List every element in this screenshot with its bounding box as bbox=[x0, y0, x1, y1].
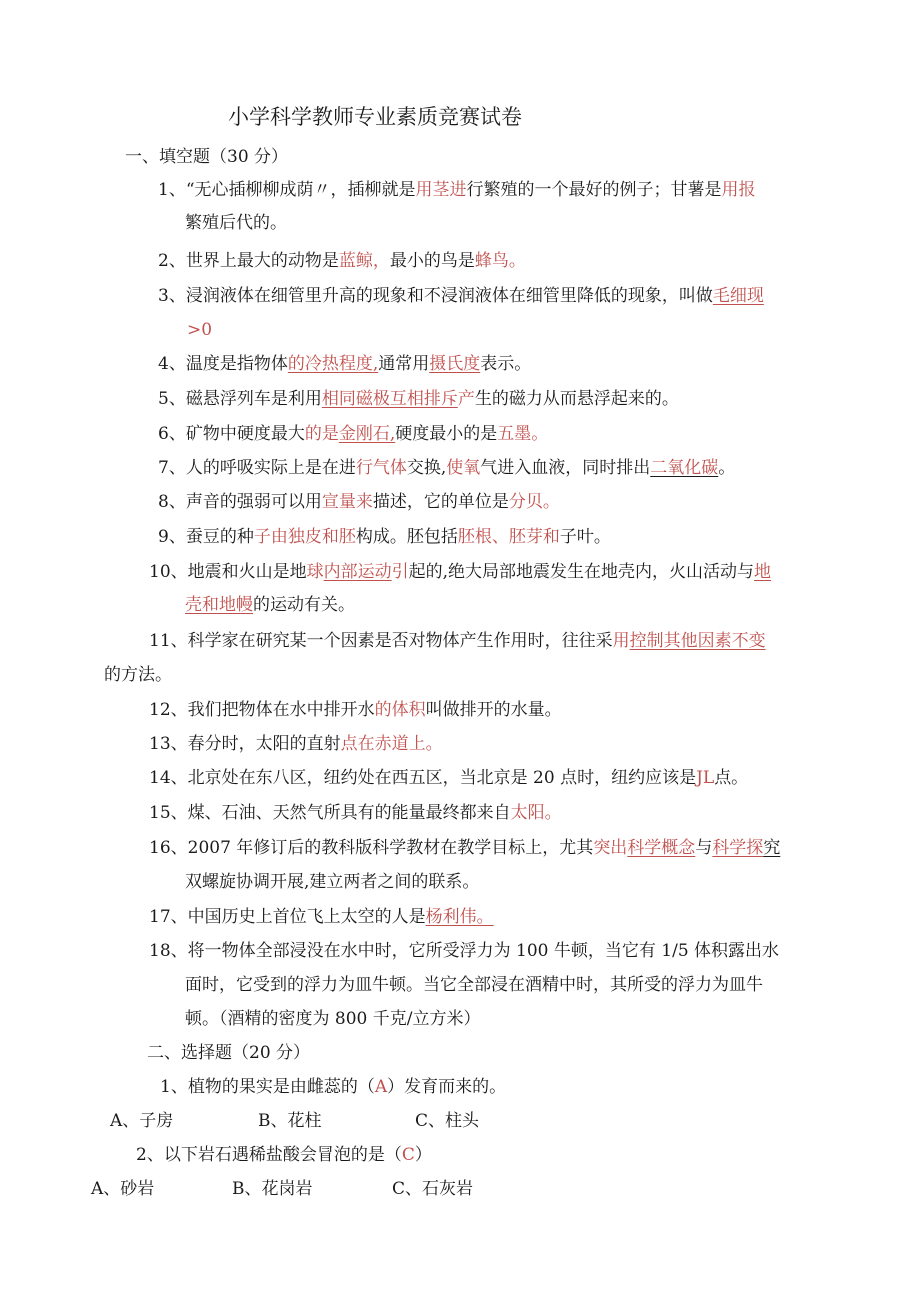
q6-answer2: 金刚石, bbox=[338, 424, 396, 444]
q16-line1 bbox=[149, 836, 780, 860]
q17-answer1: 杨利伟。 bbox=[425, 907, 494, 927]
q18-line1: 18、将一物体全部浸没在水中时，它所受浮力为 100 牛顿，当它有 1/5 体积露出水 bbox=[149, 941, 780, 961]
q1-answer1: 用茎进 bbox=[415, 180, 467, 200]
q16-line2: 双螺旋协调开展,建立两者之间的联系。 bbox=[185, 872, 480, 892]
q2-text2: 最小的鸟是 bbox=[389, 251, 475, 271]
q5-text: 5、磁悬浮列车是利用 bbox=[158, 389, 322, 409]
q9-answer2: 胚根、胚芽和 bbox=[457, 527, 560, 547]
q6-line bbox=[158, 422, 548, 446]
mc1-answer: A bbox=[374, 1077, 388, 1097]
q5-text2: 生的磁力从而悬浮起来的。 bbox=[474, 389, 679, 409]
q11-line1 bbox=[149, 629, 766, 653]
q14-text2: 点。 bbox=[714, 768, 749, 788]
mc2-option-c: C、石灰岩 bbox=[392, 1179, 474, 1199]
q10-answer5: 壳和地幔 bbox=[185, 595, 253, 615]
q9-text3: 子叶。 bbox=[559, 527, 611, 547]
q17-line bbox=[149, 905, 494, 929]
section1-heading: 一、填空题（30 分） bbox=[125, 147, 289, 167]
q2-text: 2、世界上最大的动物是 bbox=[158, 251, 339, 271]
q14-answer1: JL bbox=[696, 768, 715, 788]
q10-answer3: 引 bbox=[391, 562, 409, 582]
section2-heading: 二、选择题（20 分） bbox=[147, 1043, 311, 1063]
q6-text: 6、矿物中硬度最大 bbox=[158, 424, 305, 444]
q2-line bbox=[158, 249, 526, 273]
q4-answer2: 摄氏度 bbox=[429, 354, 481, 374]
q10-answer1: 球 bbox=[306, 562, 324, 582]
mc1-option-c: C、柱头 bbox=[415, 1111, 480, 1131]
q4-text3: 表示。 bbox=[480, 354, 532, 374]
q13-line bbox=[149, 732, 443, 756]
q3-answer1: 毛细现 bbox=[712, 286, 764, 306]
mc2-option-b: B、花岗岩 bbox=[232, 1179, 313, 1199]
q3-line1 bbox=[158, 284, 764, 308]
q12-line bbox=[149, 698, 562, 722]
mc2-text: 2、以下岩石遇稀盐酸会冒泡的是（ bbox=[136, 1145, 402, 1165]
q14-text: 14、北京处在东八区，纽约处在西五区，当北京是 20 点时，纽约应该是 bbox=[149, 768, 697, 788]
q11-answer1: 用 bbox=[612, 631, 630, 651]
q7-text: 7、人的呼吸实际上是在进 bbox=[158, 458, 356, 478]
q7-text4: 。 bbox=[718, 458, 736, 478]
q11-text: 11、科学家在研究某一个因素是否对物体产生作用时，往往采 bbox=[149, 631, 613, 651]
q8-answer1: 宣量来 bbox=[321, 492, 373, 512]
mc2-text2: ） bbox=[414, 1145, 432, 1165]
q4-text2: 通常用 bbox=[378, 354, 430, 374]
q4-answer1: 的冷热程度, bbox=[287, 354, 379, 374]
q7-text2: 交换, bbox=[406, 458, 447, 478]
q15-text: 15、煤、石油、天然气所具有的能量最终都来自 bbox=[149, 803, 511, 823]
q14-line bbox=[149, 766, 748, 790]
q10-text: 10、地震和火山是地 bbox=[149, 562, 307, 582]
q16-answer3: 科学探 bbox=[712, 838, 764, 858]
q5-answer1: 相同磁极互相排斥 bbox=[321, 389, 458, 409]
q12-text: 12、我们把物体在水中排开水 bbox=[149, 700, 375, 720]
q10-cont: 的运动有关。 bbox=[253, 595, 355, 615]
mc1-text2: ）发育而来的。 bbox=[387, 1077, 507, 1097]
q1-text2: 行繁殖的一个最好的例子；甘薯是 bbox=[466, 180, 722, 200]
q16-text2: 与 bbox=[695, 838, 713, 858]
q16-text3: 究 bbox=[763, 838, 781, 858]
q3-text: 3、浸润液体在细管里升高的现象和不浸润液体在细管里降低的现象，叫做 bbox=[158, 286, 713, 306]
q6-text2: 硬度最小的是 bbox=[395, 424, 498, 444]
q7-answer2: 使氧 bbox=[446, 458, 481, 478]
page-title: 小学科学教师专业素质竞赛试卷 bbox=[228, 105, 522, 129]
mc1-text: 1、植物的果实是由雌蕊的（ bbox=[160, 1077, 375, 1097]
mc1-option-a: A、子房 bbox=[110, 1111, 174, 1131]
q9-text: 9、蚕豆的种 bbox=[158, 527, 254, 547]
q18-line2: 面时，它受到的浮力为皿牛顿。当它全部浸在酒精中时，其所受的浮力为皿牛 bbox=[185, 975, 763, 995]
q12-answer1: 的体积 bbox=[374, 700, 426, 720]
q9-text2: 构成。胚包括 bbox=[355, 527, 458, 547]
mc2-question bbox=[136, 1143, 432, 1167]
mc1-question bbox=[160, 1075, 506, 1099]
q8-text2: 描述，它的单位是 bbox=[372, 492, 509, 512]
q2-answer1: 蓝鲸， bbox=[338, 251, 390, 271]
q16-answer2: 科学概念 bbox=[627, 838, 696, 858]
q9-line bbox=[158, 525, 611, 549]
q13-text: 13、春分时，太阳的直射 bbox=[149, 734, 341, 754]
q1-line2: 繁殖后代的。 bbox=[185, 213, 287, 233]
q1-text: 1、“无心插柳柳成荫〃，插柳就是 bbox=[158, 180, 416, 200]
q6-answer1: 的是 bbox=[304, 424, 339, 444]
q13-answer1: 点在赤道上。 bbox=[340, 734, 443, 754]
mc2-option-a: A、砂岩 bbox=[91, 1179, 155, 1199]
q1-line1 bbox=[158, 178, 756, 202]
q16-text: 16、2007 年修订后的教科版科学教材在教学目标上，尤其 bbox=[149, 838, 594, 858]
q10-line2 bbox=[185, 593, 355, 617]
q7-text3: 气进入血液，同时排出 bbox=[480, 458, 651, 478]
q8-answer2: 分贝。 bbox=[508, 492, 560, 512]
q12-text2: 叫做排开的水量。 bbox=[425, 700, 562, 720]
q11-answer2: 控制其他因素不变 bbox=[629, 631, 766, 651]
mc1-option-b: B、花柱 bbox=[258, 1111, 322, 1131]
q17-text: 17、中国历史上首位飞上太空的人是 bbox=[149, 907, 426, 927]
q5-answer2: 产 bbox=[457, 389, 475, 409]
q4-line bbox=[158, 352, 531, 376]
q2-answer2: 蜂鸟。 bbox=[474, 251, 526, 271]
q10-line1 bbox=[149, 560, 771, 584]
q10-text2: 起的,绝大局部地震发生在地壳内，火山活动与 bbox=[408, 562, 755, 582]
q11-line2: 的方法。 bbox=[104, 665, 172, 685]
q7-line bbox=[158, 456, 735, 480]
q5-line bbox=[158, 387, 679, 411]
q8-line bbox=[158, 490, 560, 514]
q8-text: 8、声音的强弱可以用 bbox=[158, 492, 322, 512]
q4-text: 4、温度是指物体 bbox=[158, 354, 288, 374]
q10-answer2: 内部运动 bbox=[323, 562, 392, 582]
q15-answer1: 太阳。 bbox=[510, 803, 562, 823]
q7-answer1: 行气体 bbox=[355, 458, 407, 478]
q15-line bbox=[149, 801, 562, 825]
mc2-answer: C bbox=[401, 1145, 415, 1165]
q10-answer4: 地 bbox=[754, 562, 772, 582]
q3-answer2: >0 bbox=[187, 320, 213, 340]
q16-answer1: 突出 bbox=[593, 838, 628, 858]
q7-answer3: 二氧化碳 bbox=[650, 458, 719, 478]
q1-answer2: 用报 bbox=[721, 180, 756, 200]
q9-answer1: 子由独皮和胚 bbox=[253, 527, 356, 547]
q6-answer3: 五墨。 bbox=[497, 424, 549, 444]
q18-line3: 顿。（酒精的密度为 800 千克/立方米） bbox=[185, 1009, 481, 1029]
